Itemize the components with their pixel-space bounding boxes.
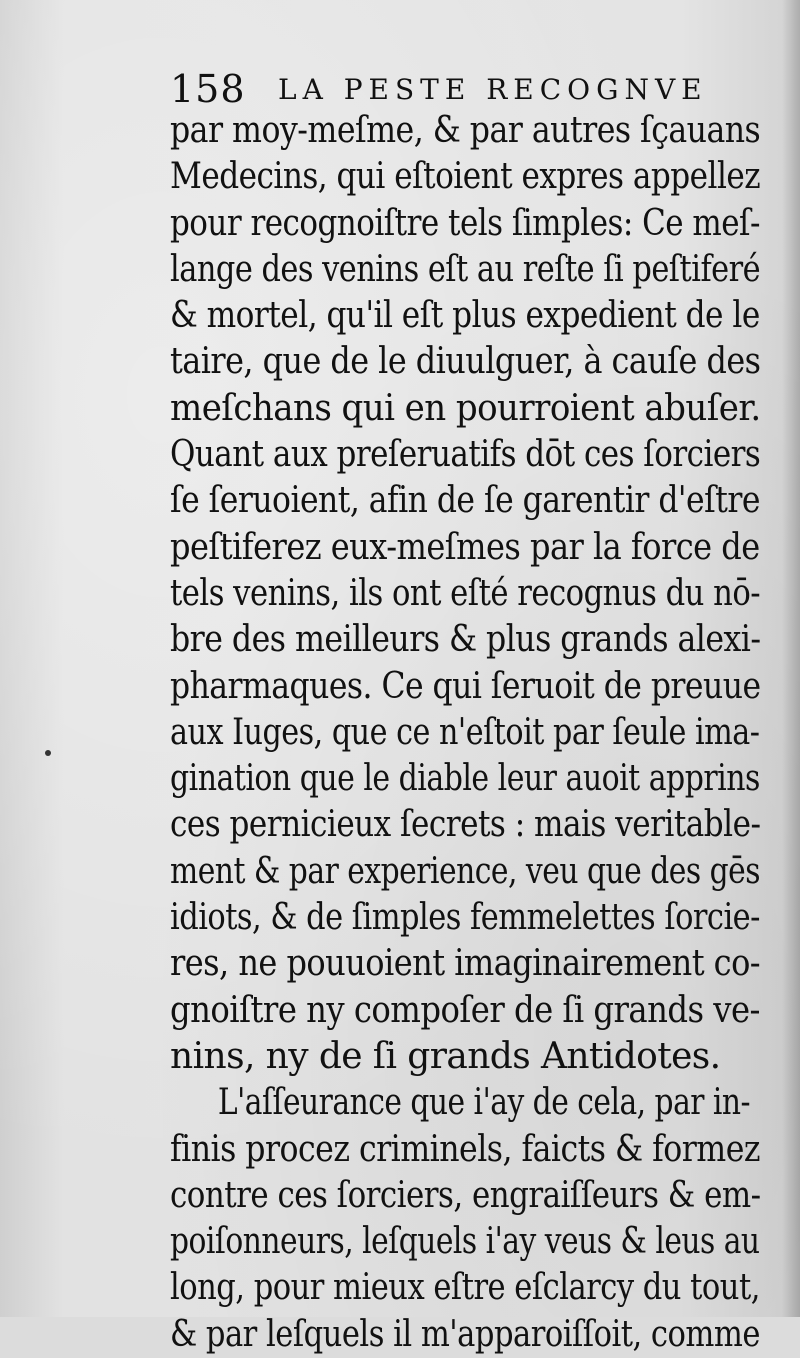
text-line: L'aſſeurance que i'ay de cela, par in- xyxy=(217,1082,751,1124)
text-line: res, ne pouuoient imaginairement co- xyxy=(170,943,761,985)
text-line: meſchans qui en pourroient abuſer. xyxy=(170,387,761,429)
text-line: long, pour mieux eſtre eſclarcy du tout, xyxy=(170,1267,760,1309)
text-line: aux Iuges, que ce n'eſtoit par ſeule ima- xyxy=(170,711,760,753)
text-line: lange des venins eſt au reſte ſi peſtiferé xyxy=(170,248,761,290)
text-line: gination que le diable leur auoit apprins xyxy=(170,758,760,800)
body-text xyxy=(170,108,760,1358)
page-number: 158 xyxy=(170,67,246,111)
text-line: ces pernicieux ſecrets : mais veritable- xyxy=(170,804,761,846)
text-line: tels venins, ils ont eſté recognus du nō- xyxy=(170,572,761,614)
text-line: poiſonneurs, leſquels i'ay veus & leus au xyxy=(170,1221,760,1263)
text-line: taire, que de le diuulguer, à cauſe des xyxy=(170,341,761,383)
text-line: Medecins, qui eſtoient expres appellez xyxy=(170,156,761,198)
text-line: bre des meilleurs & plus grands alexi- xyxy=(170,619,761,661)
text-line: pharmaques. Ce qui ſeruoit de preuue xyxy=(170,665,761,707)
text-line: finis procez criminels, faicts & formez xyxy=(170,1128,760,1170)
text-line: nins, ny de ſi grands Antidotes. xyxy=(170,1035,721,1077)
text-line: par moy-meſme, & par autres ſçauans xyxy=(170,110,761,151)
show-through-marks xyxy=(32,420,162,452)
text-line: ſe ſeruoient, afin de ſe garentir d'eſtre xyxy=(170,480,760,522)
text-line: Quant aux preſeruatifs dōt ces ſorciers xyxy=(170,434,761,476)
running-title: LA PESTE RECOGNVE xyxy=(278,73,708,106)
text-line: ment & par experience, veu que des gēs xyxy=(170,850,760,892)
text-line: contre ces ſorciers, engraiſſeurs & em- xyxy=(170,1174,761,1216)
text-line: & mortel, qu'il eſt plus expedient de le xyxy=(170,295,760,337)
page-header xyxy=(170,66,770,112)
text-line: pour recognoiſtre tels ſimples: Ce meſ- xyxy=(170,202,760,244)
text-line: & par leſquels il m'apparoiſſoit, comme xyxy=(170,1313,760,1355)
spine-shadow xyxy=(782,0,800,1317)
text-line: idiots, & de ſimples femmelettes ſorcie- xyxy=(170,897,760,939)
ink-speck xyxy=(45,750,51,756)
text-line: peſtiferez eux-meſmes par la force de xyxy=(170,526,760,568)
text-line: gnoiſtre ny compoſer de ſi grands ve- xyxy=(170,989,760,1031)
